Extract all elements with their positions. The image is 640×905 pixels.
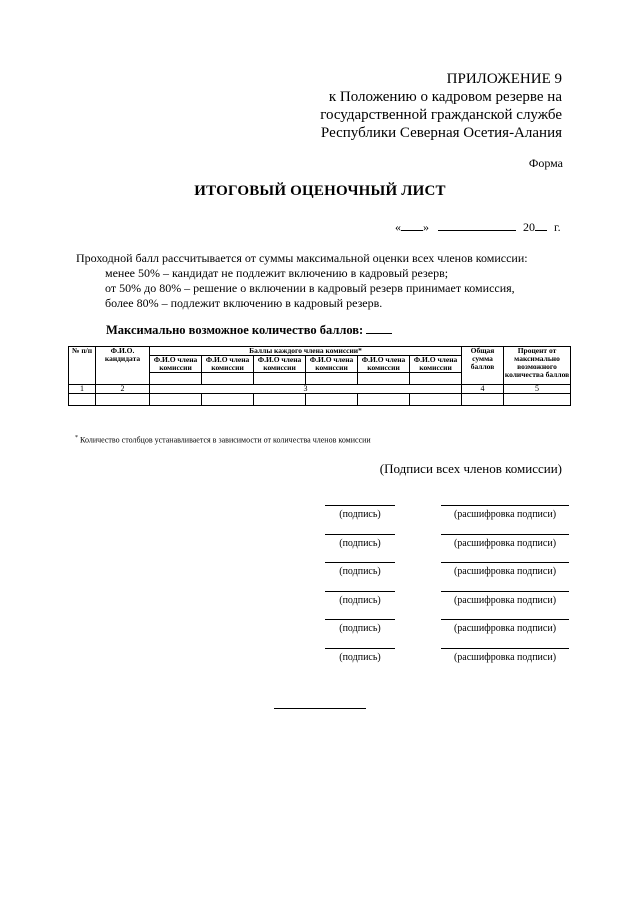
header-scores: Баллы каждого члена комиссии* xyxy=(150,347,462,356)
signature-line xyxy=(325,534,395,535)
signature-label: (подпись) xyxy=(339,651,381,663)
decode-line xyxy=(441,562,569,563)
appendix-line: к Положению о кадровом резерве на xyxy=(328,89,562,105)
table-cell xyxy=(202,394,254,406)
member-cell xyxy=(358,373,410,385)
decode-label: (расшифровка подписи) xyxy=(453,623,557,634)
table-cell xyxy=(96,394,150,406)
decode-line xyxy=(441,591,569,592)
column-number: 2 xyxy=(96,385,150,394)
header-percent: Процент от максимально возможного количества баллов xyxy=(504,347,571,385)
table-cell xyxy=(254,394,306,406)
decode-label: (расшифровка подписи) xyxy=(453,566,557,577)
max-score-line xyxy=(106,321,392,338)
day-blank xyxy=(401,218,423,231)
header-member: Ф.И.О члена комиссии xyxy=(358,356,410,373)
passing-score-text xyxy=(76,251,528,311)
member-cell xyxy=(150,373,202,385)
table-cell xyxy=(150,394,202,406)
table-cell xyxy=(410,394,462,406)
footnote-mark: * xyxy=(75,435,78,441)
header-fio: Ф.И.О. кандидата xyxy=(96,347,150,385)
member-cell xyxy=(410,373,462,385)
member-cell xyxy=(254,373,306,385)
decode-line xyxy=(441,534,569,535)
decode-label: (расшифровка подписи) xyxy=(453,594,557,606)
max-score-label: Максимально возможное количество баллов: xyxy=(106,323,364,337)
date-line xyxy=(395,218,561,235)
bottom-divider xyxy=(274,708,366,709)
year-suffix: г. xyxy=(554,220,561,234)
appendix-title: ПРИЛОЖЕНИЕ 9 xyxy=(446,71,562,87)
form-label: Форма xyxy=(528,156,563,170)
column-number: 5 xyxy=(504,385,571,394)
member-cell xyxy=(202,373,254,385)
date-quote-open: « xyxy=(395,220,401,234)
intro-line: более 80% – подлежит включению в кадровый резерв. xyxy=(105,296,383,310)
intro-line: Проходной балл рассчитывается от суммы максимальной оценки всех членов комиссии: xyxy=(76,251,528,265)
signature-label: (подпись) xyxy=(339,623,381,634)
footnote-text: Количество столбцов устанавливается в зависимости от количества членов комиссии xyxy=(80,435,371,445)
appendix-line: государственной гражданской службе xyxy=(320,107,562,123)
signature-label: (подпись) xyxy=(339,537,381,549)
signature-label: (подпись) xyxy=(339,594,381,606)
header-num: № п/п xyxy=(69,347,96,385)
table-cell xyxy=(69,394,96,406)
member-cell xyxy=(306,373,358,385)
table-cell xyxy=(504,394,571,406)
date-quote-close: » xyxy=(423,220,429,234)
year-blank xyxy=(535,218,547,231)
column-number: 4 xyxy=(462,385,504,394)
header-member: Ф.И.О члена комиссии xyxy=(254,356,306,373)
header-member: Ф.И.О члена комиссии xyxy=(202,356,254,373)
column-number: 3 xyxy=(150,385,462,394)
footnote xyxy=(75,435,371,445)
year-prefix: 20 xyxy=(523,220,535,234)
signature-line xyxy=(325,591,395,592)
table-cell xyxy=(306,394,358,406)
signature-label: (подпись) xyxy=(339,509,381,520)
table-cell xyxy=(358,394,410,406)
signature-line xyxy=(325,505,395,506)
month-blank xyxy=(438,218,516,231)
signature-line xyxy=(325,648,395,649)
signature-line xyxy=(325,619,395,620)
intro-line: от 50% до 80% – решение о включении в кадровый резерв принимает комиссия, xyxy=(105,281,515,295)
decode-line xyxy=(441,505,569,506)
header-member: Ф.И.О члена комиссии xyxy=(150,356,202,373)
decode-line xyxy=(441,648,569,649)
signature-label: (подпись) xyxy=(339,566,381,577)
decode-label: (расшифровка подписи) xyxy=(453,509,557,520)
score-table xyxy=(68,346,571,406)
document-title: ИТОГОВЫЙ ОЦЕНОЧНЫЙ ЛИСТ xyxy=(194,183,446,199)
intro-line: менее 50% – кандидат не подлежит включению в кадровый резерв; xyxy=(105,266,449,280)
decode-label: (расшифровка подписи) xyxy=(453,537,557,549)
header-member: Ф.И.О члена комиссии xyxy=(306,356,358,373)
signature-line xyxy=(325,562,395,563)
header-total: Общая сумма баллов xyxy=(462,347,504,385)
decode-line xyxy=(441,619,569,620)
appendix-line: Республики Северная Осетия-Алания xyxy=(320,125,562,141)
decode-label: (расшифровка подписи) xyxy=(453,651,557,663)
signatures-heading: (Подписи всех членов комиссии) xyxy=(379,461,562,476)
max-score-blank xyxy=(366,321,392,334)
table-cell xyxy=(462,394,504,406)
header-member: Ф.И.О члена комиссии xyxy=(410,356,462,373)
column-number: 1 xyxy=(69,385,96,394)
appendix-header xyxy=(300,70,562,142)
